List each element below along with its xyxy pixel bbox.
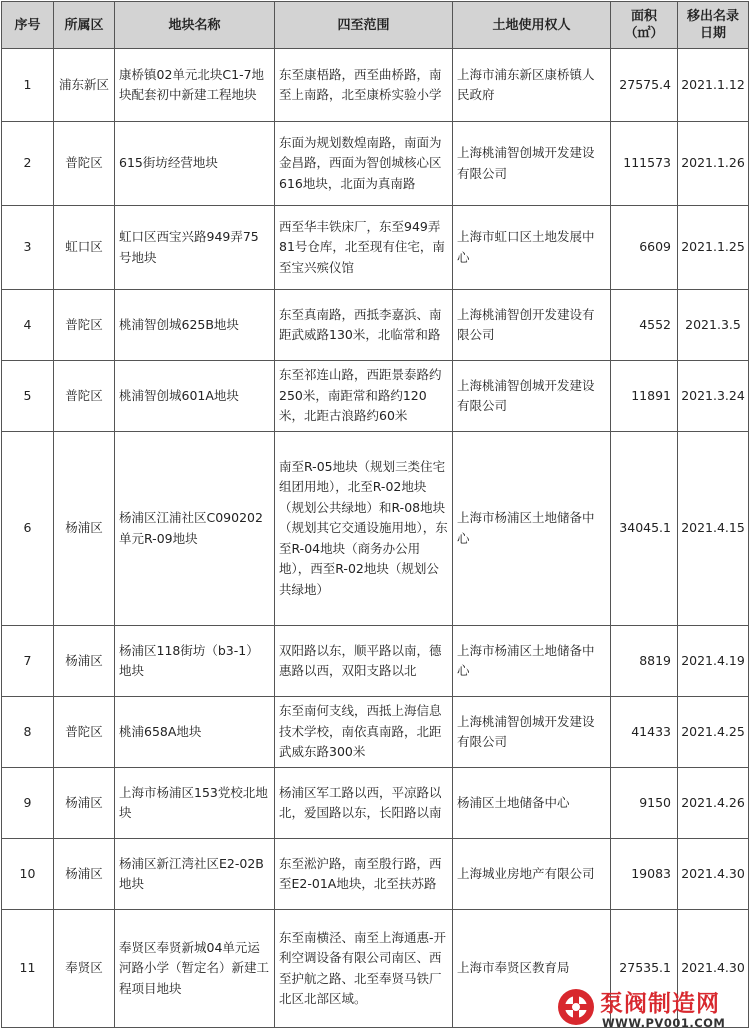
header-district: 所属区 — [54, 2, 115, 49]
cell-date: 2021.4.15 — [678, 432, 749, 626]
cell-plot-name: 康桥镇02单元北块C1-7地块配套初中新建工程地块 — [115, 49, 275, 122]
cell-seq: 3 — [2, 206, 54, 290]
cell-boundaries: 东至南何支线，西抵上海信息技术学校，南依真南路，北距武威东路300米 — [275, 697, 453, 768]
header-date-line1: 移出名录 — [686, 9, 739, 24]
table-row — [2, 839, 749, 910]
cell-boundaries: 杨浦区军工路以西，平凉路以北，爱国路以东，长阳路以南 — [275, 768, 453, 839]
cell-seq: 9 — [2, 768, 54, 839]
cell-owner: 上海桃浦智创城开发建设有限公司 — [453, 361, 611, 432]
cell-date: 2021.3.5 — [678, 290, 749, 361]
cell-plot-name: 桃浦智创城601A地块 — [115, 361, 275, 432]
cell-date: 2021.4.30 — [678, 910, 749, 1028]
cell-date: 2021.1.12 — [678, 49, 749, 122]
cell-seq: 7 — [2, 626, 54, 697]
cell-district: 杨浦区 — [54, 432, 115, 626]
cell-boundaries: 西至华丰铁床厂，东至949弄81号仓库，北至现有住宅，南至宝兴殡仪馆 — [275, 206, 453, 290]
header-date — [678, 2, 749, 49]
cell-owner: 上海市浦东新区康桥镇人民政府 — [453, 49, 611, 122]
cell-area: 9150 — [611, 768, 678, 839]
cell-plot-name: 杨浦区新江湾社区E2-02B地块 — [115, 839, 275, 910]
cell-plot-name: 桃浦智创城625B地块 — [115, 290, 275, 361]
cell-boundaries: 东至祁连山路，西距景泰路约250米，南距常和路约120米，北距古浪路约60米 — [275, 361, 453, 432]
cell-district: 普陀区 — [54, 697, 115, 768]
table-body — [2, 49, 749, 1028]
cell-area: 19083 — [611, 839, 678, 910]
cell-area: 27535.1 — [611, 910, 678, 1028]
cell-owner: 杨浦区土地储备中心 — [453, 768, 611, 839]
cell-plot-name: 杨浦区118街坊（b3-1）地块 — [115, 626, 275, 697]
valve-logo-icon — [556, 987, 596, 1027]
cell-area: 27575.4 — [611, 49, 678, 122]
cell-area: 4552 — [611, 290, 678, 361]
cell-date: 2021.4.26 — [678, 768, 749, 839]
cell-plot-name: 上海市杨浦区153党校北地块 — [115, 768, 275, 839]
table-row — [2, 49, 749, 122]
cell-seq: 11 — [2, 910, 54, 1028]
cell-boundaries: 东至康梧路，西至曲桥路，南至上南路，北至康桥实验小学 — [275, 49, 453, 122]
header-boundaries: 四至范围 — [275, 2, 453, 49]
table-row — [2, 122, 749, 206]
cell-date: 2021.4.19 — [678, 626, 749, 697]
cell-district: 普陀区 — [54, 361, 115, 432]
cell-seq: 8 — [2, 697, 54, 768]
cell-district: 普陀区 — [54, 122, 115, 206]
header-plot-name: 地块名称 — [115, 2, 275, 49]
cell-seq: 5 — [2, 361, 54, 432]
cell-area: 6609 — [611, 206, 678, 290]
cell-date: 2021.3.24 — [678, 361, 749, 432]
table-row — [2, 626, 749, 697]
cell-owner: 上海桃浦智创开发建设有限公司 — [453, 290, 611, 361]
header-area-line1: 面积 — [630, 9, 657, 24]
cell-area: 111573 — [611, 122, 678, 206]
cell-district: 浦东新区 — [54, 49, 115, 122]
land-plot-table — [1, 1, 749, 1028]
cell-area: 11891 — [611, 361, 678, 432]
cell-district: 杨浦区 — [54, 768, 115, 839]
table-row — [2, 697, 749, 768]
cell-area: 41433 — [611, 697, 678, 768]
cell-owner: 上海市虹口区土地发展中心 — [453, 206, 611, 290]
header-area — [611, 2, 678, 49]
cell-district: 普陀区 — [54, 290, 115, 361]
header-area-line2: （㎡） — [624, 26, 664, 41]
cell-owner: 上海桃浦智创城开发建设有限公司 — [453, 122, 611, 206]
watermark-url: WWW.PV001.COM — [602, 1016, 726, 1030]
cell-boundaries: 东面为规划数煌南路，南面为金昌路，西面为智创城核心区616地块，北面为真南路 — [275, 122, 453, 206]
cell-seq: 10 — [2, 839, 54, 910]
cell-plot-name: 杨浦区江浦社区C090202单元R-09地块 — [115, 432, 275, 626]
header-date-line2: 日期 — [699, 26, 726, 41]
cell-area: 8819 — [611, 626, 678, 697]
cell-boundaries: 东至淞沪路，南至殷行路，西至E2-01A地块，北至扶苏路 — [275, 839, 453, 910]
cell-boundaries: 南至R-05地块（规划三类住宅组团用地），北至R-02地块（规划公共绿地）和R-08地块（规划其它交通设施用地），东至R-04地块（商务办公用地），西至R-02地块（规划公共绿地） — [275, 432, 453, 626]
cell-seq: 6 — [2, 432, 54, 626]
cell-plot-name: 桃浦658A地块 — [115, 697, 275, 768]
table-row — [2, 290, 749, 361]
cell-boundaries: 东至南横泾、南至上海通惠-开利空调设备有限公司南区、西至护航之路、北至奉贤马铁厂北区北部区域。 — [275, 910, 453, 1028]
cell-area: 34045.1 — [611, 432, 678, 626]
cell-owner: 上海城业房地产有限公司 — [453, 839, 611, 910]
cell-district: 奉贤区 — [54, 910, 115, 1028]
cell-owner: 上海桃浦智创城开发建设有限公司 — [453, 697, 611, 768]
cell-owner: 上海市奉贤区教育局 — [453, 910, 611, 1028]
cell-district: 杨浦区 — [54, 839, 115, 910]
cell-date: 2021.1.25 — [678, 206, 749, 290]
table-row — [2, 768, 749, 839]
cell-owner: 上海市杨浦区土地储备中心 — [453, 432, 611, 626]
table-row — [2, 206, 749, 290]
header-seq: 序号 — [2, 2, 54, 49]
cell-seq: 2 — [2, 122, 54, 206]
table-row — [2, 432, 749, 626]
cell-date: 2021.1.26 — [678, 122, 749, 206]
cell-plot-name: 虹口区西宝兴路949弄75号地块 — [115, 206, 275, 290]
watermark-title: 泵阀制造网 — [600, 991, 720, 1017]
cell-plot-name: 615街坊经营地块 — [115, 122, 275, 206]
header-owner: 土地使用权人 — [453, 2, 611, 49]
table-header-row — [2, 2, 749, 49]
cell-date: 2021.4.25 — [678, 697, 749, 768]
watermark — [556, 985, 746, 1033]
cell-boundaries: 东至真南路，西抵李嘉浜、南距武威路130米，北临常和路 — [275, 290, 453, 361]
cell-district: 杨浦区 — [54, 626, 115, 697]
cell-seq: 4 — [2, 290, 54, 361]
cell-date: 2021.4.30 — [678, 839, 749, 910]
table-row — [2, 361, 749, 432]
cell-boundaries: 双阳路以东，顺平路以南，德惠路以西，双阳支路以北 — [275, 626, 453, 697]
cell-owner: 上海市杨浦区土地储备中心 — [453, 626, 611, 697]
cell-seq: 1 — [2, 49, 54, 122]
cell-plot-name: 奉贤区奉贤新城04单元运河路小学（暂定名）新建工程项目地块 — [115, 910, 275, 1028]
cell-district: 虹口区 — [54, 206, 115, 290]
